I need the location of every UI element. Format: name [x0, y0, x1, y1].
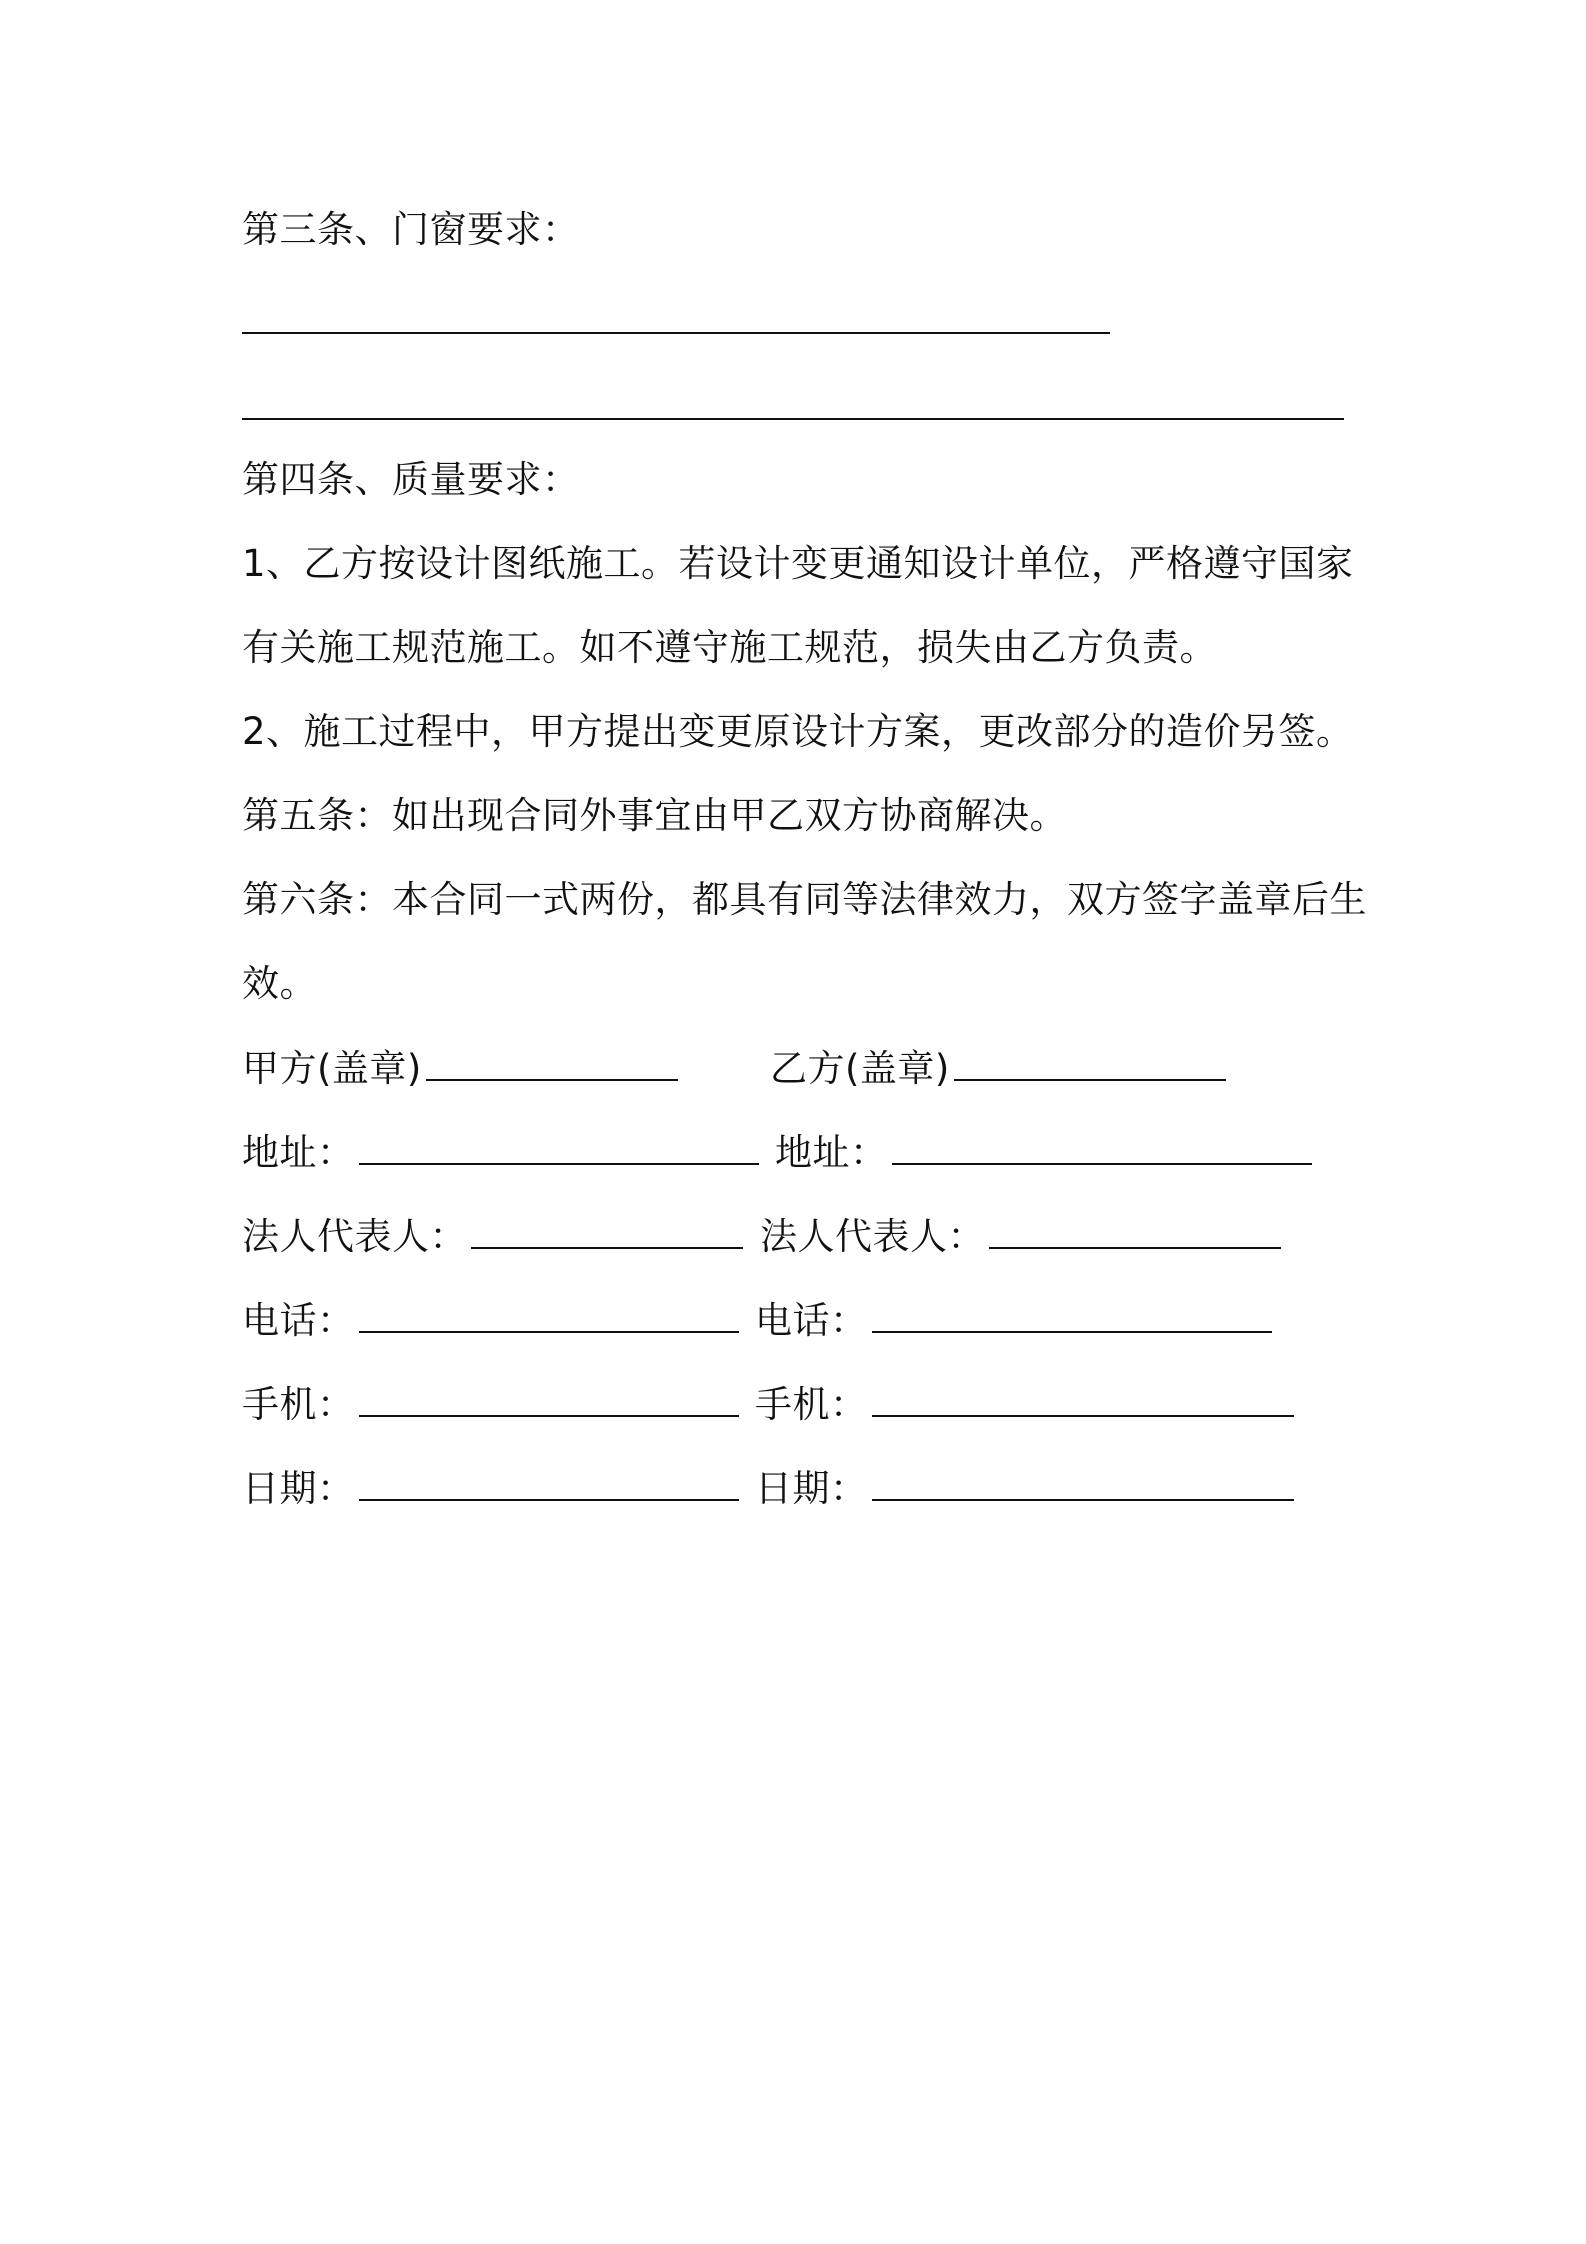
article3-blank-line-2 [242, 418, 1344, 420]
party-b-legal-rep-label: 法人代表人： [760, 1215, 985, 1258]
party-a-mobile-label: 手机： [242, 1383, 355, 1426]
party-a-legal-rep-label: 法人代表人： [242, 1215, 467, 1258]
party-b-phone-field [755, 1296, 1272, 1346]
party-a-seal-label: 甲方(盖章) [242, 1047, 422, 1090]
party-b-mobile-label: 手机： [755, 1383, 868, 1426]
party-b-address-label: 地址： [775, 1131, 888, 1174]
party-b-phone-blank[interactable] [872, 1297, 1272, 1333]
party-a-mobile-field [242, 1380, 739, 1430]
article3-blank-line-1 [242, 332, 1110, 334]
party-b-date-field [755, 1464, 1294, 1514]
party-b-phone-label: 电话： [755, 1299, 868, 1342]
party-a-legal-rep-field [242, 1212, 743, 1262]
party-b-date-blank[interactable] [872, 1465, 1294, 1501]
article4-item2: 2、施工过程中，甲方提出变更原设计方案，更改部分的造价另签。 [242, 710, 1354, 753]
party-a-address-blank[interactable] [359, 1129, 759, 1165]
party-a-date-blank[interactable] [359, 1465, 739, 1501]
party-b-seal-label: 乙方(盖章) [770, 1047, 950, 1090]
party-a-mobile-blank[interactable] [359, 1381, 739, 1417]
party-b-date-label: 日期： [755, 1467, 868, 1510]
party-a-address-label: 地址： [242, 1131, 355, 1174]
party-b-address-field [775, 1128, 1312, 1178]
party-b-legal-rep-field [760, 1212, 1281, 1262]
article3-heading: 第三条、门窗要求： [242, 208, 580, 251]
party-b-mobile-field [755, 1380, 1294, 1430]
article4-item1-line1: 1、乙方按设计图纸施工。若设计变更通知设计单位，严格遵守国家 [242, 542, 1354, 585]
party-b-seal-blank[interactable] [954, 1045, 1226, 1081]
party-b-legal-rep-blank[interactable] [989, 1213, 1281, 1249]
party-a-phone-field [242, 1296, 739, 1346]
party-a-date-label: 日期： [242, 1467, 355, 1510]
article4-item1-line2: 有关施工规范施工。如不遵守施工规范，损失由乙方负责。 [242, 626, 1217, 669]
article6-line1: 第六条：本合同一式两份，都具有同等法律效力，双方签字盖章后生 [242, 878, 1367, 921]
party-a-seal-field [242, 1044, 678, 1094]
party-a-address-field [242, 1128, 759, 1178]
party-a-date-field [242, 1464, 739, 1514]
party-a-phone-blank[interactable] [359, 1297, 739, 1333]
party-a-seal-blank[interactable] [426, 1045, 678, 1081]
article5: 第五条：如出现合同外事宜由甲乙双方协商解决。 [242, 794, 1067, 837]
party-a-legal-rep-blank[interactable] [471, 1213, 743, 1249]
party-b-seal-field [770, 1044, 1226, 1094]
article6-line2: 效。 [242, 962, 317, 1005]
party-a-phone-label: 电话： [242, 1299, 355, 1342]
party-b-mobile-blank[interactable] [872, 1381, 1294, 1417]
article4-heading: 第四条、质量要求： [242, 458, 580, 501]
party-b-address-blank[interactable] [892, 1129, 1312, 1165]
